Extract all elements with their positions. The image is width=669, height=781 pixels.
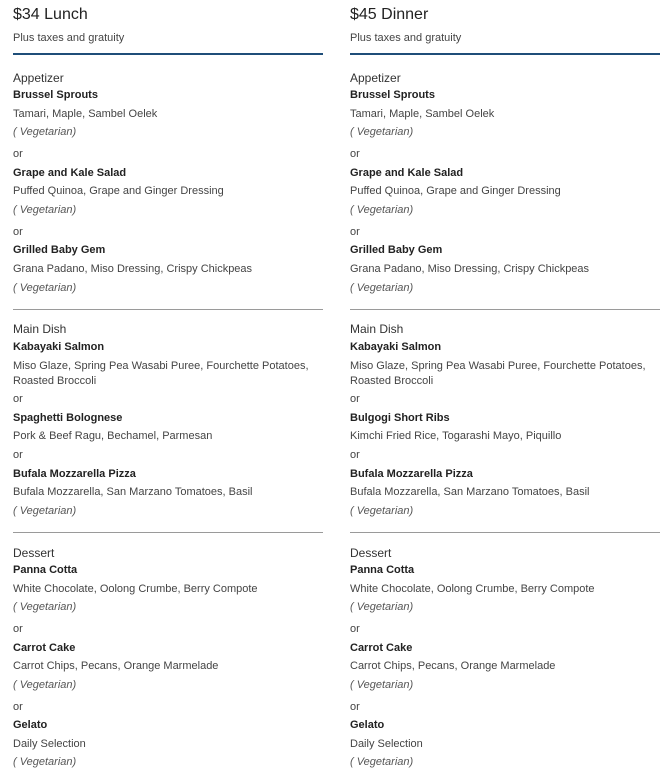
- dish-description: Miso Glaze, Spring Pea Wasabi Puree, Fourchette Potatoes, Roasted Broccoli: [13, 360, 309, 387]
- dish-name: Bufala Mozzarella Pizza: [13, 468, 136, 480]
- dish-name: Gelato: [13, 719, 48, 731]
- or-separator: or: [13, 393, 23, 405]
- dish-name: Panna Cotta: [13, 564, 78, 576]
- or-separator: or: [350, 623, 360, 635]
- or-separator: or: [13, 623, 23, 635]
- dish-tag: ( Vegetarian): [350, 756, 414, 768]
- or-separator: or: [350, 226, 360, 238]
- dish-tag: ( Vegetarian): [350, 505, 414, 517]
- menu-price-title: $34 Lunch: [13, 6, 88, 23]
- menu-price-title: $45 Dinner: [350, 6, 429, 23]
- dish-name: Grape and Kale Salad: [13, 167, 127, 179]
- section-divider: [13, 532, 323, 533]
- dish-name: Grape and Kale Salad: [350, 167, 464, 179]
- dish-description: Bufala Mozzarella, San Marzano Tomatoes, Basil: [13, 486, 253, 498]
- or-separator: or: [350, 393, 360, 405]
- dish-description: Bufala Mozzarella, San Marzano Tomatoes, Basil: [350, 486, 590, 498]
- dish-tag: ( Vegetarian): [13, 204, 77, 216]
- dish-name: Panna Cotta: [350, 564, 415, 576]
- section-title-appetizer: Appetizer: [13, 71, 64, 85]
- dish-name: Gelato: [350, 719, 385, 731]
- dish-description: Carrot Chips, Pecans, Orange Marmelade: [13, 660, 219, 672]
- section-divider: [13, 309, 323, 310]
- dish-description: Pork & Beef Ragu, Bechamel, Parmesan: [13, 430, 213, 442]
- section-divider: [350, 532, 660, 533]
- header-divider: [350, 53, 660, 55]
- dish-name: Bulgogi Short Ribs: [350, 412, 450, 424]
- dish-tag: ( Vegetarian): [13, 601, 77, 613]
- dish-name: Carrot Cake: [13, 642, 76, 654]
- dish-description: Grana Padano, Miso Dressing, Crispy Chickpeas: [350, 263, 590, 275]
- dish-description: Daily Selection: [13, 738, 86, 750]
- section-divider: [350, 309, 660, 310]
- dish-name: Bufala Mozzarella Pizza: [350, 468, 473, 480]
- or-separator: or: [13, 148, 23, 160]
- dish-name: Brussel Sprouts: [13, 89, 98, 101]
- dish-tag: ( Vegetarian): [350, 204, 414, 216]
- dish-tag: ( Vegetarian): [13, 282, 77, 294]
- dish-description: Miso Glaze, Spring Pea Wasabi Puree, Fourchette Potatoes, Roasted Broccoli: [350, 360, 646, 387]
- dish-tag: ( Vegetarian): [13, 505, 77, 517]
- dish-description: Tamari, Maple, Sambel Oelek: [13, 108, 158, 120]
- dish-description: Kimchi Fried Rice, Togarashi Mayo, Piquillo: [350, 430, 562, 442]
- section-title-dessert: Dessert: [350, 546, 392, 560]
- dish-tag: ( Vegetarian): [350, 679, 414, 691]
- dish-tag: ( Vegetarian): [13, 756, 77, 768]
- dish-description: Carrot Chips, Pecans, Orange Marmelade: [350, 660, 556, 672]
- dish-description: White Chocolate, Oolong Crumbe, Berry Compote: [13, 583, 258, 595]
- dish-description: Puffed Quinoa, Grape and Ginger Dressing: [350, 185, 561, 197]
- dish-description: Grana Padano, Miso Dressing, Crispy Chickpeas: [13, 263, 253, 275]
- section-title-main-dish: Main Dish: [13, 322, 67, 336]
- section-title-main-dish: Main Dish: [350, 322, 404, 336]
- dish-tag: ( Vegetarian): [13, 126, 77, 138]
- dish-name: Kabayaki Salmon: [350, 341, 442, 353]
- dish-name: Grilled Baby Gem: [350, 244, 443, 256]
- dish-name: Kabayaki Salmon: [13, 341, 105, 353]
- dish-name: Brussel Sprouts: [350, 89, 435, 101]
- dish-description: Tamari, Maple, Sambel Oelek: [350, 108, 495, 120]
- or-separator: or: [13, 226, 23, 238]
- section-title-appetizer: Appetizer: [350, 71, 401, 85]
- or-separator: or: [13, 449, 23, 461]
- or-separator: or: [350, 701, 360, 713]
- dish-tag: ( Vegetarian): [350, 282, 414, 294]
- dish-description: White Chocolate, Oolong Crumbe, Berry Compote: [350, 583, 595, 595]
- or-separator: or: [13, 701, 23, 713]
- dish-description: Puffed Quinoa, Grape and Ginger Dressing: [13, 185, 224, 197]
- or-separator: or: [350, 449, 360, 461]
- section-title-dessert: Dessert: [13, 546, 55, 560]
- menu-price-note: Plus taxes and gratuity: [350, 32, 462, 44]
- header-divider: [13, 53, 323, 55]
- dish-name: Spaghetti Bolognese: [13, 412, 123, 424]
- dish-description: Daily Selection: [350, 738, 423, 750]
- dish-tag: ( Vegetarian): [350, 601, 414, 613]
- dish-name: Grilled Baby Gem: [13, 244, 106, 256]
- menu-price-note: Plus taxes and gratuity: [13, 32, 125, 44]
- or-separator: or: [350, 148, 360, 160]
- dish-name: Carrot Cake: [350, 642, 413, 654]
- dish-tag: ( Vegetarian): [350, 126, 414, 138]
- dish-tag: ( Vegetarian): [13, 679, 77, 691]
